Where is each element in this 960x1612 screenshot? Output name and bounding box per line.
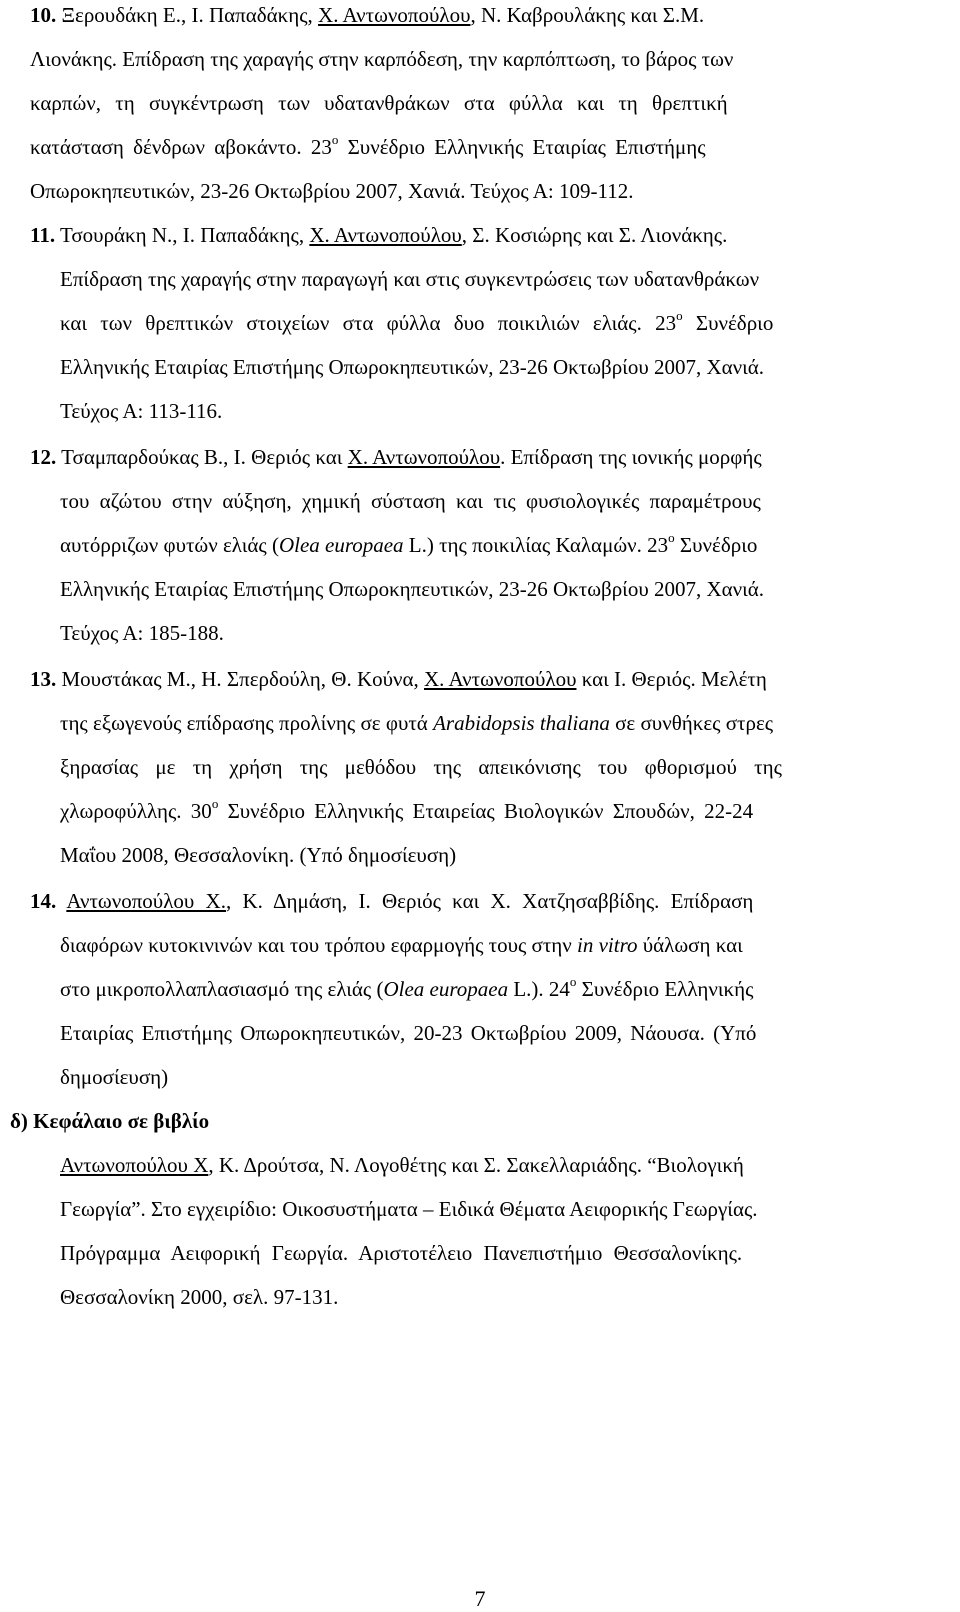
ref-12-line-2: του αζώτου στην αύξηση, χημική σύσταση και τις φυσιολογικές παραμέτρους — [60, 489, 761, 513]
page-number: 7 — [474, 1586, 486, 1611]
ref-13-line-4: χλωροφύλλης. $30^o$ Συνέδριο Ελληνικής Εταιρείας Βιολογικών Σπουδών, 22-24 — [60, 796, 754, 823]
section-heading: δ) Κεφάλαιο σε βιβλίο — [10, 1109, 210, 1133]
book-line-4: Θεσσαλονίκη 2000, σελ. 97-131. — [60, 1285, 339, 1309]
ref-12-line-1: 12. Τσαμπαρδούκας Β., Ι. Θεριός και Χ. Αντωνοπούλου. Επίδραση της ιονικής μορφής — [30, 445, 762, 469]
book-line-2: Γεωργία”. Στο εγχειρίδιο: Οικοσυστήματα – Ειδικά Θέματα Αειφορικής Γεωργίας. — [60, 1197, 758, 1221]
ref-13-line-2: της εξωγενούς επίδρασης προλίνης σε φυτά Arabidopsis thaliana σε συνθήκες στρες — [60, 711, 774, 735]
ref-14-line-3: στο μικροπολλαπλασιασμό της ελιάς (Olea europaea L.). $24^o$ Συνέδριο Ελληνικής — [60, 974, 754, 1001]
ref-12-line-3: αυτόρριζων φυτών ελιάς (Olea europaea L.) της ποικιλίας Καλαμών. $23^o$ Συνέδριο — [60, 530, 758, 557]
ref-14-line-2: διαφόρων κυτοκινινών και του τρόπου εφαρμογής τους στην in vitro ύάλωση και — [60, 933, 743, 957]
ref-10-line-5: Οπωροκηπευτικών, 23-26 Οκτωβρίου 2007, Χανιά. Τεύχος Α: 109-112. — [30, 179, 634, 203]
book-line-3: Πρόγραμμα Αειφορική Γεωργία. Αριστοτέλειο Πανεπιστήμιο Θεσσαλονίκης. — [60, 1241, 743, 1265]
book-line-1: Αντωνοπούλου Χ, Κ. Δρούτσα, Ν. Λογοθέτης και Σ. Σακελλαριάδης. “Βιολογική — [60, 1153, 744, 1177]
ref-11-line-1: 11. Τσουράκη Ν., Ι. Παπαδάκης, Χ. Αντωνοπούλου, Σ. Κοσιώρης και Σ. Λιονάκης. — [30, 223, 728, 247]
ref-10-line-4: κατάσταση δένδρων αβοκάντο. $23^o$ Συνέδριο Ελληνικής Εταιρίας Επιστήμης — [30, 132, 706, 159]
ref-11-line-5: Τεύχος Α: 113-116. — [60, 399, 223, 423]
ref-11-line-4: Ελληνικής Εταιρίας Επιστήμης Οπωροκηπευτικών, 23-26 Οκτωβρίου 2007, Χανιά. — [60, 355, 765, 379]
ref-11-line-3: και των θρεπτικών στοιχείων στα φύλλα δυο ποικιλιών ελιάς. $23^o$ Συνέδριο — [60, 308, 774, 335]
ref-14-line-1: 14. Αντωνοπούλου Χ., Κ. Δημάση, Ι. Θεριός και Χ. Χατζησαββίδης. Επίδραση — [30, 889, 754, 913]
ref-12-line-4: Ελληνικής Εταιρίας Επιστήμης Οπωροκηπευτικών, 23-26 Οκτωβρίου 2007, Χανιά. — [60, 577, 765, 601]
ref-11-line-2: Επίδραση της χαραγής στην παραγωγή και στις συγκεντρώσεις των υδατανθράκων — [60, 267, 760, 291]
ref-10-line-1: 10. Ξερουδάκη Ε., Ι. Παπαδάκης, Χ. Αντωνοπούλου, Ν. Καβρουλάκης και Σ.Μ. — [30, 3, 705, 27]
ref-14-line-4: Εταιρίας Επιστήμης Οπωροκηπευτικών, 20-23 Οκτωβρίου 2009, Νάουσα. (Υπό — [60, 1021, 757, 1045]
ref-13-line-5: Μαΐου 2008, Θεσσαλονίκη. (Υπό δημοσίευση) — [60, 843, 457, 867]
ref-13-line-1: 13. Μουστάκας Μ., Η. Σπερδούλη, Θ. Κούνα, Χ. Αντωνοπούλου και Ι. Θεριός. Μελέτη — [30, 667, 767, 691]
ref-14-line-5: δημοσίευση) — [60, 1065, 169, 1089]
ref-10-line-2: Λιονάκης. Επίδραση της χαραγής στην καρπόδεση, την καρπόπτωση, το βάρος των — [30, 47, 734, 71]
ref-10-line-3: καρπών, τη συγκέντρωση των υδατανθράκων στα φύλλα και τη θρεπτική — [30, 91, 728, 115]
ref-12-line-5: Τεύχος Α: 185-188. — [60, 621, 224, 645]
ref-13-line-3: ξηρασίας με τη χρήση της μεθόδου της απεικόνισης του φθορισμού της — [60, 755, 782, 779]
